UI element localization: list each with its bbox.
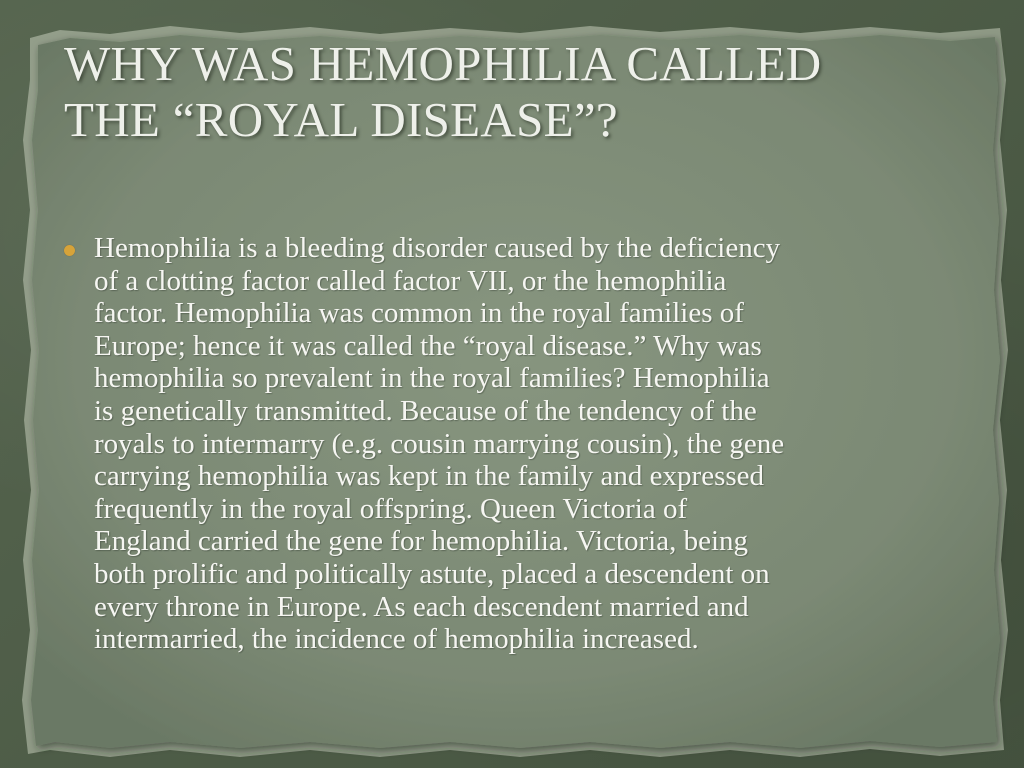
title-line: WHY WAS HEMOPHILIA CALLED — [64, 36, 822, 91]
bullet-text-line: royals to intermarry (e.g. cousin marrying cousin), the gene — [94, 427, 785, 460]
bullet-text-line: carrying hemophilia was kept in the family and expressed — [94, 460, 765, 493]
bullet-text-line: of a clotting factor called factor VII, or the hemophilia — [94, 264, 727, 297]
bullet-text-line: is genetically transmitted. Because of the tendency of the — [94, 394, 757, 427]
bullet-text-line: intermarried, the incidence of hemophilia increased. — [94, 623, 699, 656]
title-line: THE “ROYAL DISEASE”? — [64, 92, 618, 147]
bullet-text-line: England carried the gene for hemophilia. Victoria, being — [94, 525, 749, 558]
bullet-text-line: frequently in the royal offspring. Queen Victoria of — [94, 492, 688, 525]
bullet-text-line: factor. Hemophilia was common in the royal families of — [94, 297, 744, 330]
bullet-text-line: every throne in Europe. As each descendent married and — [94, 590, 749, 623]
bullet-text-line: Hemophilia is a bleeding disorder caused by the deficiency — [94, 232, 781, 264]
bullet-text-line: both prolific and politically astute, placed a descendent on — [94, 557, 770, 590]
slide-title — [64, 36, 964, 148]
bullet-text-line: hemophilia so prevalent in the royal families? Hemophilia — [94, 362, 770, 395]
bullet-dot-icon — [64, 245, 75, 256]
bullet-text-line: Europe; hence it was called the “royal disease.” Why was — [94, 329, 762, 362]
bullet-item — [64, 232, 964, 656]
bullet-list — [64, 232, 964, 656]
